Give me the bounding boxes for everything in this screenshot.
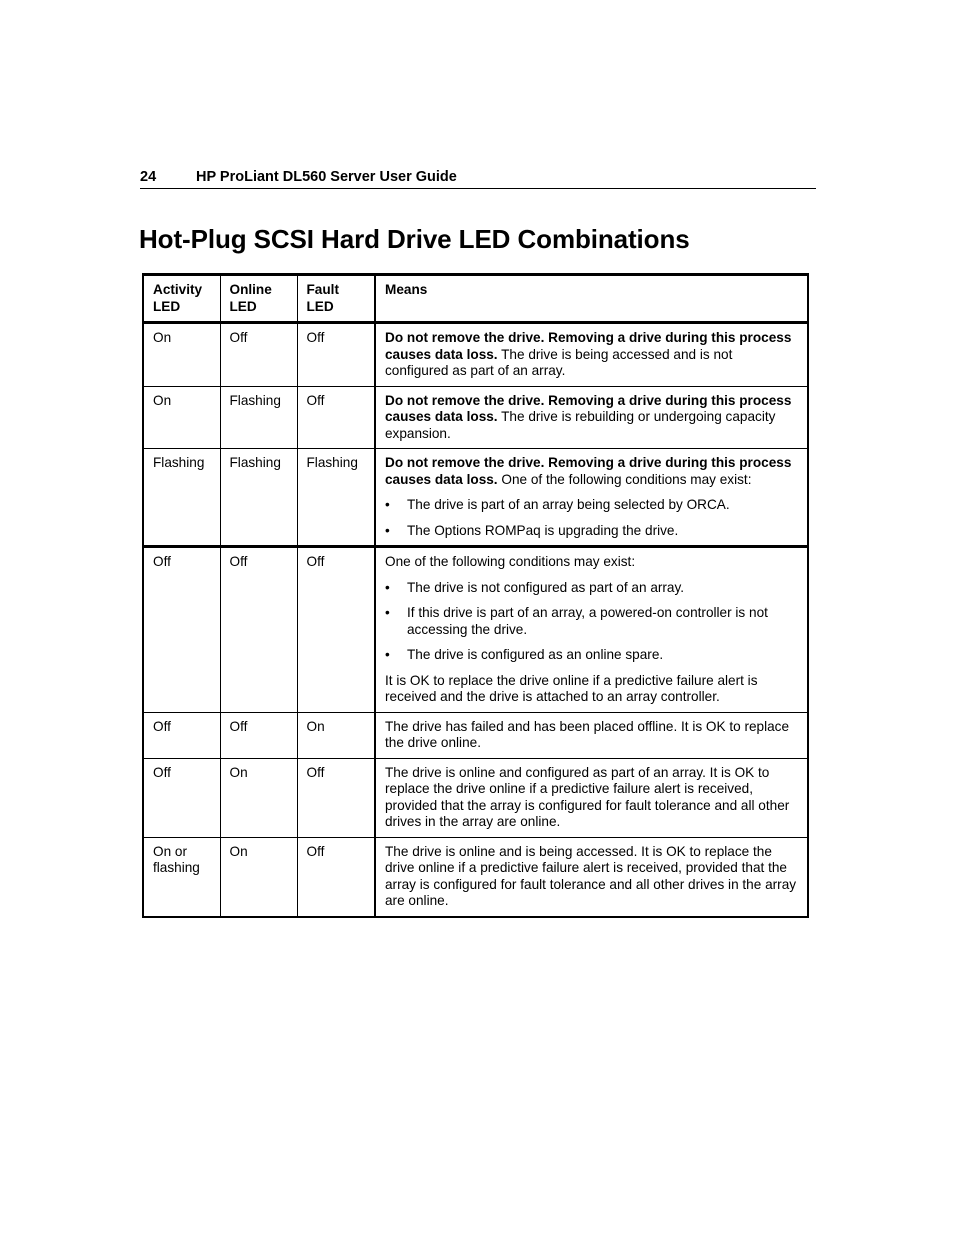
table-row xyxy=(143,712,808,758)
means-text: The drive has failed and has been placed offline. It is OK to replace the drive online. xyxy=(385,718,790,750)
online-cell: Flashing xyxy=(220,386,297,449)
list-item xyxy=(385,523,798,540)
bullet-icon: • xyxy=(385,579,390,595)
list-item xyxy=(385,497,798,514)
means-cell xyxy=(375,758,808,837)
means-cell xyxy=(375,449,808,547)
means-cell xyxy=(375,547,808,713)
replacement-note: It is OK to replace the drive online if a predictive failure alert is received and the drive is attached to an array controller. xyxy=(385,672,758,704)
means-cell xyxy=(375,323,808,387)
list-item xyxy=(385,605,798,638)
means-text: One of the following conditions may exist: xyxy=(385,554,636,569)
means-cell xyxy=(375,837,808,917)
activity-cell: On or flashing xyxy=(143,837,220,917)
activity-cell: On xyxy=(143,386,220,449)
header-means: Means xyxy=(375,275,808,323)
fault-cell: Off xyxy=(297,323,375,387)
online-cell: Off xyxy=(220,323,297,387)
page-header xyxy=(140,168,816,189)
list-item-text: The drive is not configured as part of an array. xyxy=(407,579,685,595)
list-item xyxy=(385,647,798,664)
activity-cell: Flashing xyxy=(143,449,220,547)
warning-text: Do not remove the drive. Removing a drive during this process causes data loss. xyxy=(385,455,792,487)
table-row xyxy=(143,449,808,547)
fault-cell: Off xyxy=(297,386,375,449)
condition-list xyxy=(385,497,798,539)
online-cell: On xyxy=(220,837,297,917)
means-cell xyxy=(375,386,808,449)
means-cell xyxy=(375,712,808,758)
fault-cell: Flashing xyxy=(297,449,375,547)
activity-cell: On xyxy=(143,323,220,387)
table-row xyxy=(143,547,808,713)
list-item-text: The drive is part of an array being selected by ORCA. xyxy=(407,497,730,512)
online-cell: Flashing xyxy=(220,449,297,547)
list-item-text: If this drive is part of an array, a powered-on controller is not accessing the drive. xyxy=(407,605,768,637)
bullet-icon: • xyxy=(385,647,390,662)
section-title: Hot-Plug SCSI Hard Drive LED Combinations xyxy=(139,224,690,254)
means-text: The drive is online and is being accessed. It is OK to replace the drive online if a predictive failure alert is received, provided that the array is configured for fault tolerance and all other drives in the array are online. xyxy=(385,843,797,908)
warning-text: Do not remove the drive. Removing a drive during this process causes data loss. xyxy=(385,392,792,424)
fault-cell: On xyxy=(297,712,375,758)
fault-cell: Off xyxy=(297,837,375,917)
bullet-icon: • xyxy=(385,522,390,538)
online-cell: Off xyxy=(220,712,297,758)
activity-cell: Off xyxy=(143,547,220,713)
online-cell: On xyxy=(220,758,297,837)
bullet-icon: • xyxy=(385,605,390,620)
warning-text: Do not remove the drive. Removing a drive during this process causes data loss. xyxy=(385,330,792,362)
list-item-text: The Options ROMPaq is upgrading the drive. xyxy=(407,522,679,538)
means-text: The drive is online and configured as part of an array. It is OK to replace the drive online if a predictive failure alert is received, provided that the array is configured for fault tolerance and all other drives in the array are online. xyxy=(385,764,790,829)
online-cell: Off xyxy=(220,547,297,713)
activity-cell: Off xyxy=(143,758,220,837)
description-text: One of the following conditions may exist: xyxy=(497,471,752,487)
fault-cell: Off xyxy=(297,547,375,713)
table-row xyxy=(143,323,808,387)
description-text: The drive is being accessed and is not configured as part of an array. xyxy=(385,346,733,378)
list-item xyxy=(385,580,798,597)
table-header-row xyxy=(143,275,808,323)
list-item-text: The drive is configured as an online spare. xyxy=(407,647,664,662)
means-text xyxy=(385,455,798,488)
means-text xyxy=(385,393,798,443)
table-row xyxy=(143,386,808,449)
condition-list xyxy=(385,580,798,664)
header-activity-led: Activity LED xyxy=(143,275,220,323)
table-row xyxy=(143,837,808,917)
page-number: 24 xyxy=(140,169,157,185)
header-fault-led: Fault LED xyxy=(297,275,375,323)
led-combinations-table xyxy=(142,273,809,918)
table-row xyxy=(143,758,808,837)
fault-cell: Off xyxy=(297,758,375,837)
description-text: The drive is rebuilding or undergoing capacity expansion. xyxy=(385,409,776,441)
activity-cell: Off xyxy=(143,712,220,758)
bullet-icon: • xyxy=(385,497,390,512)
document-title: HP ProLiant DL560 Server User Guide xyxy=(196,169,457,185)
means-text xyxy=(385,330,798,380)
header-online-led: Online LED xyxy=(220,275,297,323)
